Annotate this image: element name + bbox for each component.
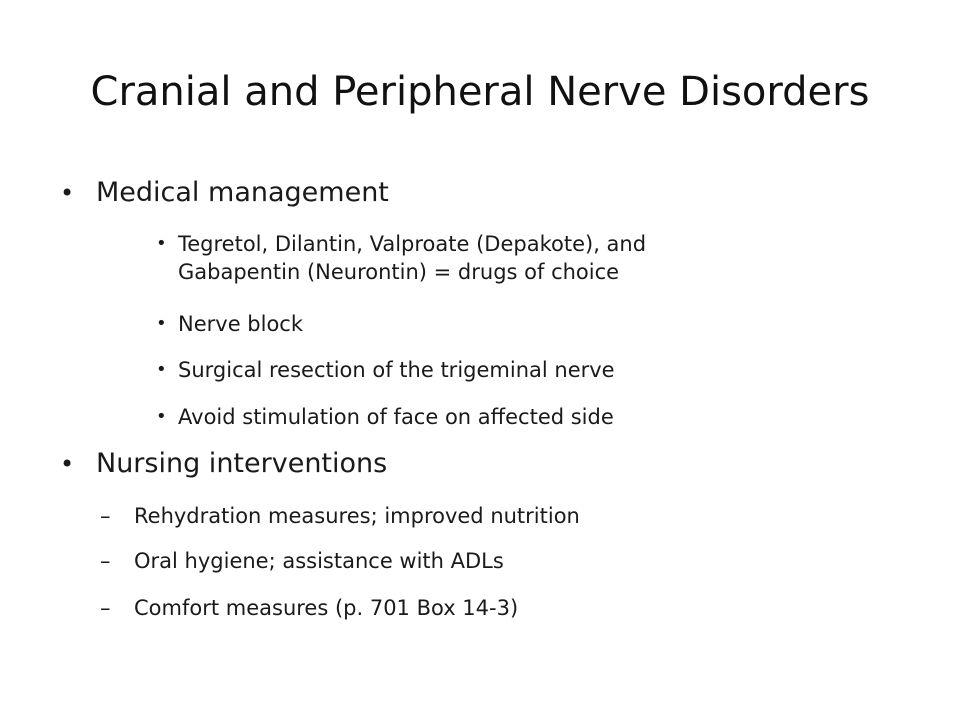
sub-bullet-line: Rehydration measures; improved nutrition [134,504,580,528]
sub-bullet-line: Tegretol, Dilantin, Valproate (Depakote), and [178,232,647,256]
sub-bullet-line: Comfort measures (p. 701 Box 14-3) [134,596,519,620]
sub-bullet-line: Nerve block [178,312,304,336]
slide-title: Cranial and Peripheral Nerve Disorders [90,69,870,115]
sub-bullet-surgical-resection [156,356,615,384]
sub-bullet-rehydration [100,502,580,530]
sub-bullet-drugs [156,230,647,286]
bullet-dot-icon: • [156,313,167,334]
sub-bullet-comfort-measures [100,594,519,622]
sub-bullet-line: Oral hygiene; assistance with ADLs [134,549,504,573]
sub-bullet-oral-hygiene [100,547,504,575]
bullet-dot-icon: • [60,450,75,478]
bullet-label: Medical management [96,177,389,208]
bullet-dot-icon: • [60,179,75,207]
bullet-dot-icon: • [156,233,167,254]
sub-bullet-line: Avoid stimulation of face on affected side [178,405,614,429]
bullet-nursing-interventions [60,447,388,481]
dash-icon: – [100,504,111,528]
bullet-label: Nursing interventions [96,448,388,479]
sub-bullet-line: Surgical resection of the trigeminal nerve [178,358,615,382]
bullet-dot-icon: • [156,406,167,427]
bullet-medical-management [60,176,389,210]
bullet-dot-icon: • [156,359,167,380]
dash-icon: – [100,549,111,573]
dash-icon: – [100,596,111,620]
sub-bullet-nerve-block [156,310,304,338]
sub-bullet-avoid-stimulation [156,403,614,431]
sub-bullet-line: Gabapentin (Neurontin) = drugs of choice [178,260,620,284]
